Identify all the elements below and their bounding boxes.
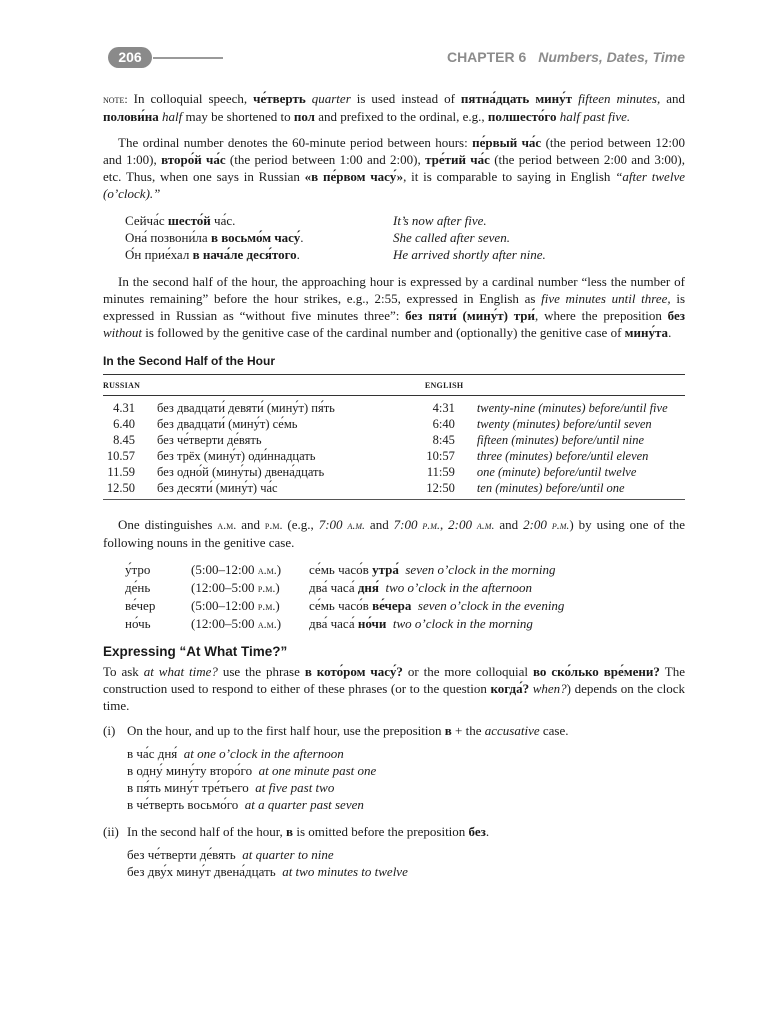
gloss: fifteen minutes, — [578, 91, 661, 106]
example-english: He arrived shortly after nine. — [393, 247, 546, 262]
text-run: (the period between 12:00 and 1:00), — [103, 135, 686, 167]
russian-term: полови́на — [103, 109, 159, 124]
example-english: She called after seven. — [393, 230, 510, 245]
gloss: without — [103, 325, 143, 340]
section-heading: Expressing “At What Time?” — [103, 644, 288, 659]
example-line: в пя́ть мину́т тре́тьего at five past two — [127, 780, 335, 795]
text-run: and — [660, 91, 686, 106]
header-rule — [153, 57, 223, 59]
tod-example: два́ часа́ но́чи two o’clock in the morning — [309, 616, 533, 631]
running-header — [447, 49, 685, 65]
tod-example: два́ часа́ дня́ two o’clock in the afternoon — [309, 580, 533, 595]
note-paragraph — [103, 90, 685, 125]
text-run: In the second half of the hour, the approaching hour is expressed by a cardinal number “less the number of minutes remaining” before the hour strikes, e.g., 2:55, expressed in English as — [103, 274, 685, 306]
example-line: в че́тверть восьмо́го at a quarter past seven — [127, 797, 364, 812]
russian-term: без пяти́ (мину́т) три́ — [405, 308, 535, 323]
russian-term: без — [667, 308, 685, 323]
page-body — [103, 90, 685, 886]
russian-term: пол — [293, 109, 315, 124]
example-line: без дву́х мину́т двена́дцать at two minutes to twelve — [127, 864, 408, 879]
text-run: is followed by the genitive case of the cardinal number and (optionally) the genitive case of — [142, 325, 625, 340]
tod-range: (5:00–12:00 p.m.) — [191, 598, 280, 613]
example-russian: Сейча́с шесто́й ча́с. — [125, 213, 236, 228]
gloss: “after twelve (o’clock).” — [103, 169, 685, 201]
ampm-paragraph: One distinguishes a.m. and p.m. (e.g., 7:00 a.m. and 7:00 p.m., 2:00 a.m. and 2:00 p.m.) by using one of the following nouns in the genitive case. — [103, 517, 686, 550]
tod-range: (12:00–5:00 p.m.) — [191, 580, 280, 595]
example-line: в одну́ мину́ту второ́го at one minute past one — [127, 763, 377, 778]
text-run: (the period between 1:00 and 2:00), — [225, 152, 426, 167]
text-run: and prefixed to the ordinal, e.g., — [314, 109, 488, 124]
gloss: quarter — [311, 91, 351, 106]
table-row: 12.50 без десяти́ (мину́т) ча́с 12:50 ten (minutes) before/until one — [103, 480, 685, 500]
tod-range: (12:00–5:00 a.m.) — [191, 616, 282, 631]
text-run: , it is comparable to saying in English — [403, 169, 616, 184]
gloss: five minutes until three, — [541, 291, 671, 306]
russian-term: пятна́дцать мину́т — [460, 91, 573, 106]
column-header-russian: russian — [103, 375, 425, 396]
text-run: In colloquial speech, — [127, 91, 254, 106]
ordinal-paragraph — [103, 134, 685, 202]
chapter-label: CHAPTER 6 — [446, 49, 527, 65]
tod-word: де́нь — [125, 580, 151, 595]
tod-word: но́чь — [125, 616, 151, 631]
rule-one — [103, 722, 685, 739]
rule-text: On the hour, and up to the first half hour, use the preposition в + the accusative case. — [127, 723, 569, 738]
example-line: без че́тверти де́вять at quarter to nine — [127, 847, 334, 862]
text-run: is expressed in Russian as “without five minutes three”: — [103, 291, 685, 323]
chapter-title: Numbers, Dates, Time — [538, 49, 685, 65]
tod-example: се́мь часо́в ве́чера seven o’clock in the evening — [309, 598, 565, 613]
example-russian: Она́ позвони́ла в восьмо́м часу́. — [125, 230, 304, 245]
table-row: 10.57 без трёх (мину́т) оди́ннадцать 10:57 three (minutes) before/until eleven — [106, 449, 649, 463]
russian-term: «в пе́рвом часу́» — [304, 169, 404, 184]
rule-two — [103, 823, 685, 840]
text-run: . — [668, 325, 672, 340]
example-russian: О́н прие́хал в нача́ле деся́того. — [125, 247, 300, 262]
table-title: In the Second Half of the Hour — [103, 354, 276, 368]
table-row: 11.59 без одно́й (мину́ты) двена́дцать 11:59 one (minute) before/until twelve — [107, 465, 637, 479]
tod-example: се́мь часо́в утра́ seven o’clock in the morning — [309, 562, 556, 577]
example-english: It’s now after five. — [393, 213, 487, 228]
russian-term: полшесто́го — [487, 109, 557, 124]
russian-term: второ́й ча́с — [161, 152, 226, 167]
second-half-table — [103, 374, 685, 500]
rule-label: (ii) — [103, 824, 119, 839]
second-half-paragraph — [103, 273, 685, 341]
rule-label: (i) — [103, 723, 116, 738]
tod-range: (5:00–12:00 a.m.) — [191, 562, 282, 577]
table-row: 4.31 без двадцати́ девяти́ (мину́т) пя́ть 4:31 twenty-nine (minutes) before/until five — [113, 401, 668, 415]
table-header-row — [103, 375, 685, 396]
table-row: 8.45 без че́тверти де́вять 8:45 fifteen (minutes) before/until nine — [113, 433, 645, 447]
russian-term: пе́рвый ча́с — [472, 135, 542, 150]
ordinal-examples — [125, 212, 685, 263]
text-run: may be shortened to — [182, 109, 294, 124]
column-header-english: english — [425, 375, 685, 396]
text-run: is used instead of — [350, 91, 461, 106]
gloss: half past five. — [559, 109, 631, 124]
tod-word: у́тро — [125, 562, 151, 577]
russian-term: мину́та — [624, 325, 669, 340]
text-run: (the period between 2:00 and 3:00), etc. Thus, when one says in Russian — [103, 152, 686, 184]
rule-two-examples — [127, 846, 685, 880]
russian-term: че́тверть — [253, 91, 306, 106]
russian-term: тре́тий ча́с — [425, 152, 490, 167]
text-run: The ordinal number denotes the 60-minute period between hours: — [118, 135, 473, 150]
times-of-day-list — [125, 561, 685, 633]
note-label: note: — [103, 92, 128, 106]
table-row: 6.40 без двадцати́ (мину́т) се́мь 6:40 twenty (minutes) before/until seven — [113, 417, 652, 431]
text-run: , where the preposition — [535, 308, 668, 323]
rule-one-examples — [127, 745, 685, 813]
tod-word: ве́чер — [125, 598, 156, 613]
gloss: half — [162, 109, 183, 124]
page-number-badge: 206 — [108, 47, 152, 68]
example-line: в ча́с дня́ at one o’clock in the afternoon — [127, 746, 344, 761]
what-time-paragraph: To ask at what time? use the phrase в кото́ром часу́? or the more colloquial во ско́лько вре́мени? The construction used to respond to either of these phrases (or to the question когда́? when?) depends on the clock time. — [103, 664, 686, 713]
rule-text: In the second half of the hour, в is omitted before the preposition без. — [127, 824, 490, 839]
